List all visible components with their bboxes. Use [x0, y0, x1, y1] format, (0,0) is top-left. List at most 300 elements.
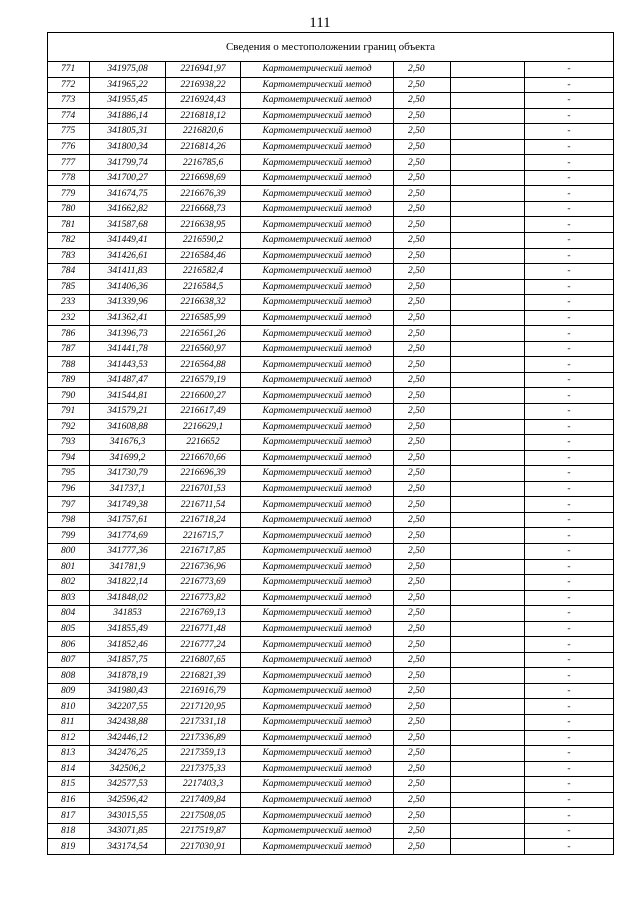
y-coordinate-cell: 2216698,69 — [166, 170, 241, 186]
y-coordinate-cell: 2216938,22 — [166, 77, 241, 93]
y-coordinate-cell: 2217120,95 — [166, 699, 241, 715]
table-row — [48, 201, 614, 217]
description-cell — [451, 714, 525, 730]
accuracy-cell: 2,50 — [394, 279, 451, 295]
description-cell — [451, 326, 525, 342]
note-cell: - — [525, 543, 614, 559]
point-number-cell: 773 — [48, 93, 90, 109]
point-number-cell: 817 — [48, 808, 90, 824]
accuracy-cell: 2,50 — [394, 575, 451, 591]
table-row — [48, 341, 614, 357]
description-cell — [451, 217, 525, 233]
y-coordinate-cell: 2216585,99 — [166, 310, 241, 326]
x-coordinate-cell: 341406,36 — [90, 279, 166, 295]
y-coordinate-cell: 2216821,39 — [166, 668, 241, 684]
description-cell — [451, 124, 525, 140]
y-coordinate-cell: 2216652 — [166, 435, 241, 451]
method-cell: Картометрический метод — [241, 683, 394, 699]
table-row — [48, 839, 614, 855]
description-cell — [451, 590, 525, 606]
y-coordinate-cell: 2217336,89 — [166, 730, 241, 746]
x-coordinate-cell: 341426,61 — [90, 248, 166, 264]
y-coordinate-cell: 2216715,7 — [166, 528, 241, 544]
y-coordinate-cell: 2217403,3 — [166, 777, 241, 793]
accuracy-cell: 2,50 — [394, 621, 451, 637]
accuracy-cell: 2,50 — [394, 497, 451, 513]
accuracy-cell: 2,50 — [394, 404, 451, 420]
y-coordinate-cell: 2216638,95 — [166, 217, 241, 233]
x-coordinate-cell: 341857,75 — [90, 652, 166, 668]
table-row — [48, 357, 614, 373]
description-cell — [451, 621, 525, 637]
x-coordinate-cell: 343015,55 — [90, 808, 166, 824]
x-coordinate-cell: 341339,96 — [90, 295, 166, 311]
method-cell: Картометрический метод — [241, 450, 394, 466]
x-coordinate-cell: 341608,88 — [90, 419, 166, 435]
method-cell: Картометрический метод — [241, 621, 394, 637]
point-number-cell: 791 — [48, 404, 90, 420]
note-cell: - — [525, 746, 614, 762]
point-number-cell: 789 — [48, 372, 90, 388]
table-row — [48, 590, 614, 606]
note-cell: - — [525, 93, 614, 109]
method-cell: Картометрический метод — [241, 77, 394, 93]
point-number-cell: 783 — [48, 248, 90, 264]
y-coordinate-cell: 2216777,24 — [166, 637, 241, 653]
table-row — [48, 372, 614, 388]
method-cell: Картометрический метод — [241, 279, 394, 295]
description-cell — [451, 108, 525, 124]
accuracy-cell: 2,50 — [394, 730, 451, 746]
method-cell: Картометрический метод — [241, 170, 394, 186]
table-row — [48, 481, 614, 497]
point-number-cell: 785 — [48, 279, 90, 295]
table-row — [48, 310, 614, 326]
note-cell: - — [525, 419, 614, 435]
y-coordinate-cell: 2216769,13 — [166, 606, 241, 622]
y-coordinate-cell: 2216701,53 — [166, 481, 241, 497]
y-coordinate-cell: 2217409,84 — [166, 792, 241, 808]
point-number-cell: 777 — [48, 155, 90, 171]
y-coordinate-cell: 2216736,96 — [166, 559, 241, 575]
description-cell — [451, 170, 525, 186]
method-cell: Картометрический метод — [241, 823, 394, 839]
x-coordinate-cell: 341749,38 — [90, 497, 166, 513]
y-coordinate-cell: 2216629,1 — [166, 419, 241, 435]
method-cell: Картометрический метод — [241, 341, 394, 357]
point-number-cell: 807 — [48, 652, 90, 668]
method-cell: Картометрический метод — [241, 746, 394, 762]
note-cell: - — [525, 652, 614, 668]
description-cell — [451, 761, 525, 777]
table-row — [48, 621, 614, 637]
note-cell: - — [525, 357, 614, 373]
method-cell: Картометрический метод — [241, 139, 394, 155]
description-cell — [451, 637, 525, 653]
note-cell: - — [525, 372, 614, 388]
point-number-cell: 776 — [48, 139, 90, 155]
accuracy-cell: 2,50 — [394, 559, 451, 575]
method-cell: Картометрический метод — [241, 590, 394, 606]
method-cell: Картометрический метод — [241, 559, 394, 575]
method-cell: Картометрический метод — [241, 575, 394, 591]
point-number-cell: 792 — [48, 419, 90, 435]
table-row — [48, 419, 614, 435]
point-number-cell: 797 — [48, 497, 90, 513]
table-row — [48, 466, 614, 482]
table-row — [48, 792, 614, 808]
accuracy-cell: 2,50 — [394, 466, 451, 482]
note-cell: - — [525, 823, 614, 839]
y-coordinate-cell: 2216584,46 — [166, 248, 241, 264]
description-cell — [451, 652, 525, 668]
description-cell — [451, 388, 525, 404]
table-title: Сведения о местоположении границ объекта — [48, 33, 614, 62]
y-coordinate-cell: 2216771,48 — [166, 621, 241, 637]
accuracy-cell: 2,50 — [394, 823, 451, 839]
table-row — [48, 808, 614, 824]
note-cell: - — [525, 481, 614, 497]
table-row — [48, 450, 614, 466]
y-coordinate-cell: 2216711,54 — [166, 497, 241, 513]
method-cell: Картометрический метод — [241, 201, 394, 217]
x-coordinate-cell: 341855,49 — [90, 621, 166, 637]
description-cell — [451, 419, 525, 435]
table-row — [48, 699, 614, 715]
x-coordinate-cell: 342506,2 — [90, 761, 166, 777]
accuracy-cell: 2,50 — [394, 155, 451, 171]
method-cell: Картометрический метод — [241, 652, 394, 668]
table-row — [48, 108, 614, 124]
point-number-cell: 816 — [48, 792, 90, 808]
point-number-cell: 233 — [48, 295, 90, 311]
accuracy-cell: 2,50 — [394, 528, 451, 544]
accuracy-cell: 2,50 — [394, 341, 451, 357]
description-cell — [451, 575, 525, 591]
note-cell: - — [525, 466, 614, 482]
table-row — [48, 155, 614, 171]
table-row — [48, 186, 614, 202]
point-number-cell: 775 — [48, 124, 90, 140]
description-cell — [451, 808, 525, 824]
y-coordinate-cell: 2216564,88 — [166, 357, 241, 373]
note-cell: - — [525, 108, 614, 124]
y-coordinate-cell: 2217375,33 — [166, 761, 241, 777]
table-row — [48, 404, 614, 420]
x-coordinate-cell: 342596,42 — [90, 792, 166, 808]
point-number-cell: 809 — [48, 683, 90, 699]
x-coordinate-cell: 342577,53 — [90, 777, 166, 793]
y-coordinate-cell: 2216941,97 — [166, 62, 241, 78]
table-row — [48, 730, 614, 746]
y-coordinate-cell: 2216676,39 — [166, 186, 241, 202]
method-cell: Картометрический метод — [241, 264, 394, 280]
point-number-cell: 818 — [48, 823, 90, 839]
y-coordinate-cell: 2216773,82 — [166, 590, 241, 606]
x-coordinate-cell: 341774,69 — [90, 528, 166, 544]
note-cell: - — [525, 512, 614, 528]
method-cell: Картометрический метод — [241, 543, 394, 559]
description-cell — [451, 528, 525, 544]
y-coordinate-cell: 2216638,32 — [166, 295, 241, 311]
method-cell: Картометрический метод — [241, 372, 394, 388]
description-cell — [451, 372, 525, 388]
description-cell — [451, 512, 525, 528]
method-cell: Картометрический метод — [241, 217, 394, 233]
y-coordinate-cell: 2216579,19 — [166, 372, 241, 388]
method-cell: Картометрический метод — [241, 466, 394, 482]
point-number-cell: 780 — [48, 201, 90, 217]
x-coordinate-cell: 341799,74 — [90, 155, 166, 171]
note-cell: - — [525, 435, 614, 451]
accuracy-cell: 2,50 — [394, 357, 451, 373]
method-cell: Картометрический метод — [241, 93, 394, 109]
point-number-cell: 796 — [48, 481, 90, 497]
note-cell: - — [525, 139, 614, 155]
point-number-cell: 782 — [48, 233, 90, 249]
note-cell: - — [525, 637, 614, 653]
method-cell: Картометрический метод — [241, 155, 394, 171]
y-coordinate-cell: 2216718,24 — [166, 512, 241, 528]
accuracy-cell: 2,50 — [394, 170, 451, 186]
method-cell: Картометрический метод — [241, 310, 394, 326]
x-coordinate-cell: 341853 — [90, 606, 166, 622]
point-number-cell: 778 — [48, 170, 90, 186]
accuracy-cell: 2,50 — [394, 714, 451, 730]
note-cell: - — [525, 170, 614, 186]
y-coordinate-cell: 2216668,73 — [166, 201, 241, 217]
table-row — [48, 326, 614, 342]
x-coordinate-cell: 343174,54 — [90, 839, 166, 855]
y-coordinate-cell: 2216916,79 — [166, 683, 241, 699]
boundary-coordinates-table — [47, 32, 614, 855]
table-row — [48, 93, 614, 109]
accuracy-cell: 2,50 — [394, 93, 451, 109]
note-cell: - — [525, 839, 614, 855]
note-cell: - — [525, 606, 614, 622]
point-number-cell: 793 — [48, 435, 90, 451]
x-coordinate-cell: 342476,25 — [90, 746, 166, 762]
point-number-cell: 806 — [48, 637, 90, 653]
method-cell: Картометрический метод — [241, 248, 394, 264]
accuracy-cell: 2,50 — [394, 481, 451, 497]
note-cell: - — [525, 497, 614, 513]
point-number-cell: 798 — [48, 512, 90, 528]
x-coordinate-cell: 341822,14 — [90, 575, 166, 591]
y-coordinate-cell: 2216670,66 — [166, 450, 241, 466]
x-coordinate-cell: 341544,81 — [90, 388, 166, 404]
point-number-cell: 799 — [48, 528, 90, 544]
accuracy-cell: 2,50 — [394, 792, 451, 808]
method-cell: Картометрический метод — [241, 714, 394, 730]
note-cell: - — [525, 761, 614, 777]
note-cell: - — [525, 792, 614, 808]
x-coordinate-cell: 341878,19 — [90, 668, 166, 684]
note-cell: - — [525, 155, 614, 171]
note-cell: - — [525, 124, 614, 140]
accuracy-cell: 2,50 — [394, 839, 451, 855]
description-cell — [451, 730, 525, 746]
table-row — [48, 652, 614, 668]
table-row — [48, 823, 614, 839]
accuracy-cell: 2,50 — [394, 295, 451, 311]
y-coordinate-cell: 2217359,13 — [166, 746, 241, 762]
description-cell — [451, 357, 525, 373]
x-coordinate-cell: 341781,9 — [90, 559, 166, 575]
accuracy-cell: 2,50 — [394, 201, 451, 217]
method-cell: Картометрический метод — [241, 435, 394, 451]
table-row — [48, 668, 614, 684]
table-row — [48, 559, 614, 575]
method-cell: Картометрический метод — [241, 792, 394, 808]
accuracy-cell: 2,50 — [394, 264, 451, 280]
x-coordinate-cell: 341955,45 — [90, 93, 166, 109]
y-coordinate-cell: 2216584,5 — [166, 279, 241, 295]
point-number-cell: 779 — [48, 186, 90, 202]
method-cell: Картометрический метод — [241, 606, 394, 622]
x-coordinate-cell: 341777,36 — [90, 543, 166, 559]
x-coordinate-cell: 341852,46 — [90, 637, 166, 653]
table-row — [48, 62, 614, 78]
note-cell: - — [525, 186, 614, 202]
accuracy-cell: 2,50 — [394, 606, 451, 622]
table-row — [48, 124, 614, 140]
description-cell — [451, 559, 525, 575]
description-cell — [451, 155, 525, 171]
point-number-cell: 812 — [48, 730, 90, 746]
x-coordinate-cell: 341443,53 — [90, 357, 166, 373]
method-cell: Картометрический метод — [241, 404, 394, 420]
accuracy-cell: 2,50 — [394, 746, 451, 762]
note-cell: - — [525, 233, 614, 249]
table-row — [48, 295, 614, 311]
description-cell — [451, 310, 525, 326]
x-coordinate-cell: 341700,27 — [90, 170, 166, 186]
accuracy-cell: 2,50 — [394, 435, 451, 451]
description-cell — [451, 481, 525, 497]
y-coordinate-cell: 2216785,6 — [166, 155, 241, 171]
accuracy-cell: 2,50 — [394, 186, 451, 202]
note-cell: - — [525, 388, 614, 404]
table-row — [48, 528, 614, 544]
description-cell — [451, 450, 525, 466]
table-row — [48, 170, 614, 186]
method-cell: Картометрический метод — [241, 388, 394, 404]
accuracy-cell: 2,50 — [394, 637, 451, 653]
method-cell: Картометрический метод — [241, 108, 394, 124]
description-cell — [451, 792, 525, 808]
x-coordinate-cell: 341662,82 — [90, 201, 166, 217]
x-coordinate-cell: 341411,83 — [90, 264, 166, 280]
note-cell: - — [525, 714, 614, 730]
note-cell: - — [525, 777, 614, 793]
note-cell: - — [525, 326, 614, 342]
x-coordinate-cell: 341396,73 — [90, 326, 166, 342]
table-row — [48, 746, 614, 762]
method-cell: Картометрический метод — [241, 699, 394, 715]
table-row — [48, 543, 614, 559]
description-cell — [451, 777, 525, 793]
method-cell: Картометрический метод — [241, 357, 394, 373]
note-cell: - — [525, 217, 614, 233]
point-number-cell: 810 — [48, 699, 90, 715]
x-coordinate-cell: 341676,3 — [90, 435, 166, 451]
note-cell: - — [525, 528, 614, 544]
y-coordinate-cell: 2216582,4 — [166, 264, 241, 280]
method-cell: Картометрический метод — [241, 419, 394, 435]
y-coordinate-cell: 2216600,27 — [166, 388, 241, 404]
description-cell — [451, 279, 525, 295]
method-cell: Картометрический метод — [241, 808, 394, 824]
table-row — [48, 777, 614, 793]
method-cell: Картометрический метод — [241, 637, 394, 653]
x-coordinate-cell: 341757,61 — [90, 512, 166, 528]
method-cell: Картометрический метод — [241, 668, 394, 684]
accuracy-cell: 2,50 — [394, 233, 451, 249]
note-cell: - — [525, 341, 614, 357]
y-coordinate-cell: 2217519,87 — [166, 823, 241, 839]
table-row — [48, 606, 614, 622]
accuracy-cell: 2,50 — [394, 668, 451, 684]
note-cell: - — [525, 808, 614, 824]
boundary-table-sheet — [47, 32, 613, 855]
note-cell: - — [525, 310, 614, 326]
method-cell: Картометрический метод — [241, 528, 394, 544]
accuracy-cell: 2,50 — [394, 139, 451, 155]
note-cell: - — [525, 575, 614, 591]
note-cell: - — [525, 683, 614, 699]
description-cell — [451, 341, 525, 357]
x-coordinate-cell: 343071,85 — [90, 823, 166, 839]
table-row — [48, 761, 614, 777]
accuracy-cell: 2,50 — [394, 77, 451, 93]
point-number-cell: 814 — [48, 761, 90, 777]
description-cell — [451, 77, 525, 93]
method-cell: Картометрический метод — [241, 497, 394, 513]
description-cell — [451, 746, 525, 762]
description-cell — [451, 186, 525, 202]
point-number-cell: 811 — [48, 714, 90, 730]
point-number-cell: 805 — [48, 621, 90, 637]
accuracy-cell: 2,50 — [394, 652, 451, 668]
description-cell — [451, 435, 525, 451]
accuracy-cell: 2,50 — [394, 388, 451, 404]
point-number-cell: 800 — [48, 543, 90, 559]
x-coordinate-cell: 342207,55 — [90, 699, 166, 715]
x-coordinate-cell: 341975,08 — [90, 62, 166, 78]
table-row — [48, 435, 614, 451]
method-cell: Картометрический метод — [241, 730, 394, 746]
x-coordinate-cell: 341587,68 — [90, 217, 166, 233]
point-number-cell: 788 — [48, 357, 90, 373]
description-cell — [451, 233, 525, 249]
y-coordinate-cell: 2216820,6 — [166, 124, 241, 140]
accuracy-cell: 2,50 — [394, 777, 451, 793]
point-number-cell: 803 — [48, 590, 90, 606]
note-cell: - — [525, 621, 614, 637]
point-number-cell: 813 — [48, 746, 90, 762]
note-cell: - — [525, 450, 614, 466]
x-coordinate-cell: 341730,79 — [90, 466, 166, 482]
point-number-cell: 815 — [48, 777, 90, 793]
x-coordinate-cell: 341487,47 — [90, 372, 166, 388]
method-cell: Картометрический метод — [241, 326, 394, 342]
description-cell — [451, 497, 525, 513]
accuracy-cell: 2,50 — [394, 512, 451, 528]
accuracy-cell: 2,50 — [394, 326, 451, 342]
point-number-cell: 772 — [48, 77, 90, 93]
note-cell: - — [525, 668, 614, 684]
